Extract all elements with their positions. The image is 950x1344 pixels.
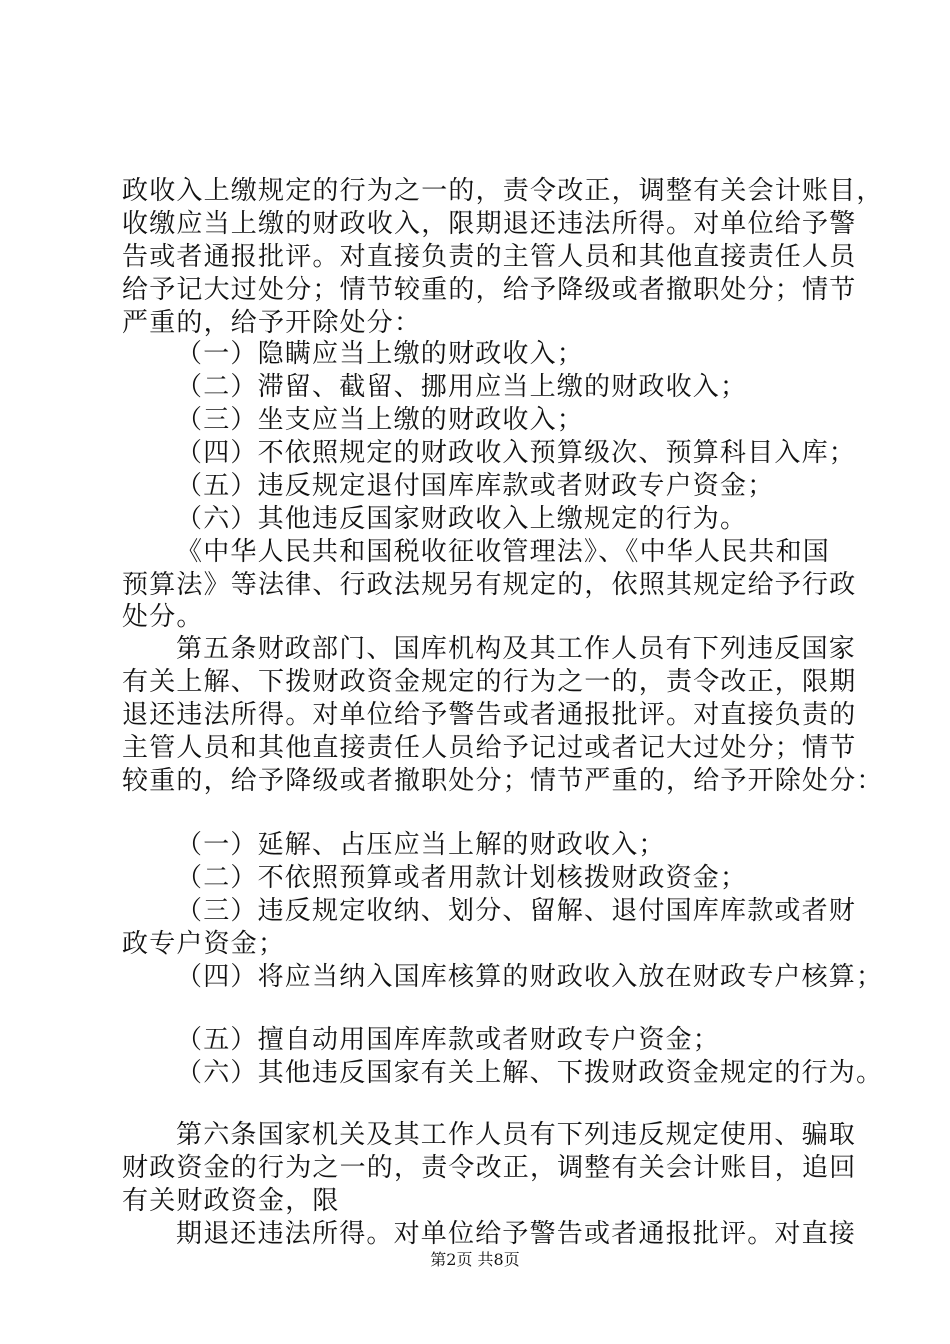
text-line: 退还违法所得。对单位给予警告或者通报批评。对直接负责的	[122, 700, 857, 730]
list-item: （四）不依照规定的财政收入预算级次、预算科目入库；	[176, 438, 857, 468]
text-line: 预算法》等法律、行政法规另有规定的，依照其规定给予行政	[122, 570, 857, 600]
list-item: （六）其他违反国家有关上解、下拨财政资金规定的行为。	[176, 1058, 884, 1088]
text-line: 政收入上缴规定的行为之一的，责令改正，调整有关会计账目，	[122, 176, 884, 206]
text-line: 财政资金的行为之一的，责令改正，调整有关会计账目，追回	[122, 1153, 857, 1183]
list-item: （二）滞留、截留、挪用应当上缴的财政收入；	[176, 372, 748, 402]
list-item: （五）违反规定退付国库库款或者财政专户资金；	[176, 471, 775, 501]
article-heading-line: 第六条国家机关及其工作人员有下列违反规定使用、骗取	[176, 1120, 857, 1150]
text-line: 有关上解、下拨财政资金规定的行为之一的，责令改正，限期	[122, 667, 857, 697]
text-line: 期退还违法所得。对单位给予警告或者通报批评。对直接	[176, 1219, 857, 1249]
list-item: （一）延解、占压应当上解的财政收入；	[176, 830, 666, 860]
text-line: 较重的，给予降级或者撤职处分；情节严重的，给予开除处分：	[122, 766, 884, 796]
list-item: （六）其他违反国家财政收入上缴规定的行为。	[176, 504, 748, 534]
text-line: 有关财政资金，限	[122, 1186, 340, 1216]
text-line: 政专户资金；	[122, 929, 286, 959]
article-heading-line: 第五条财政部门、国库机构及其工作人员有下列违反国家	[176, 634, 857, 664]
list-item: （三）违反规定收纳、划分、留解、退付国库库款或者财	[176, 896, 857, 926]
text-line: 收缴应当上缴的财政收入，限期退还违法所得。对单位给予警	[122, 209, 857, 239]
text-line: 严重的，给予开除处分：	[122, 308, 422, 338]
text-line: 告或者通报批评。对直接负责的主管人员和其他直接责任人员	[122, 242, 857, 272]
text-line: 主管人员和其他直接责任人员给予记过或者记大过处分；情节	[122, 733, 857, 763]
list-item: （五）擅自动用国库库款或者财政专户资金；	[176, 1025, 721, 1055]
text-line: 《中华人民共和国税收征收管理法》、《中华人民共和国	[176, 537, 831, 567]
list-item: （四）将应当纳入国库核算的财政收入放在财政专户核算；	[176, 962, 884, 992]
list-item: （三）坐支应当上缴的财政收入；	[176, 405, 585, 435]
text-line: 处分。	[122, 602, 204, 632]
list-item: （二）不依照预算或者用款计划核拨财政资金；	[176, 863, 748, 893]
list-item: （一）隐瞒应当上缴的财政收入；	[176, 339, 585, 369]
page-number-footer: 第2页 共8页	[430, 1250, 520, 1269]
text-line: 给予记大过处分；情节较重的，给予降级或者撤职处分；情节	[122, 275, 857, 305]
